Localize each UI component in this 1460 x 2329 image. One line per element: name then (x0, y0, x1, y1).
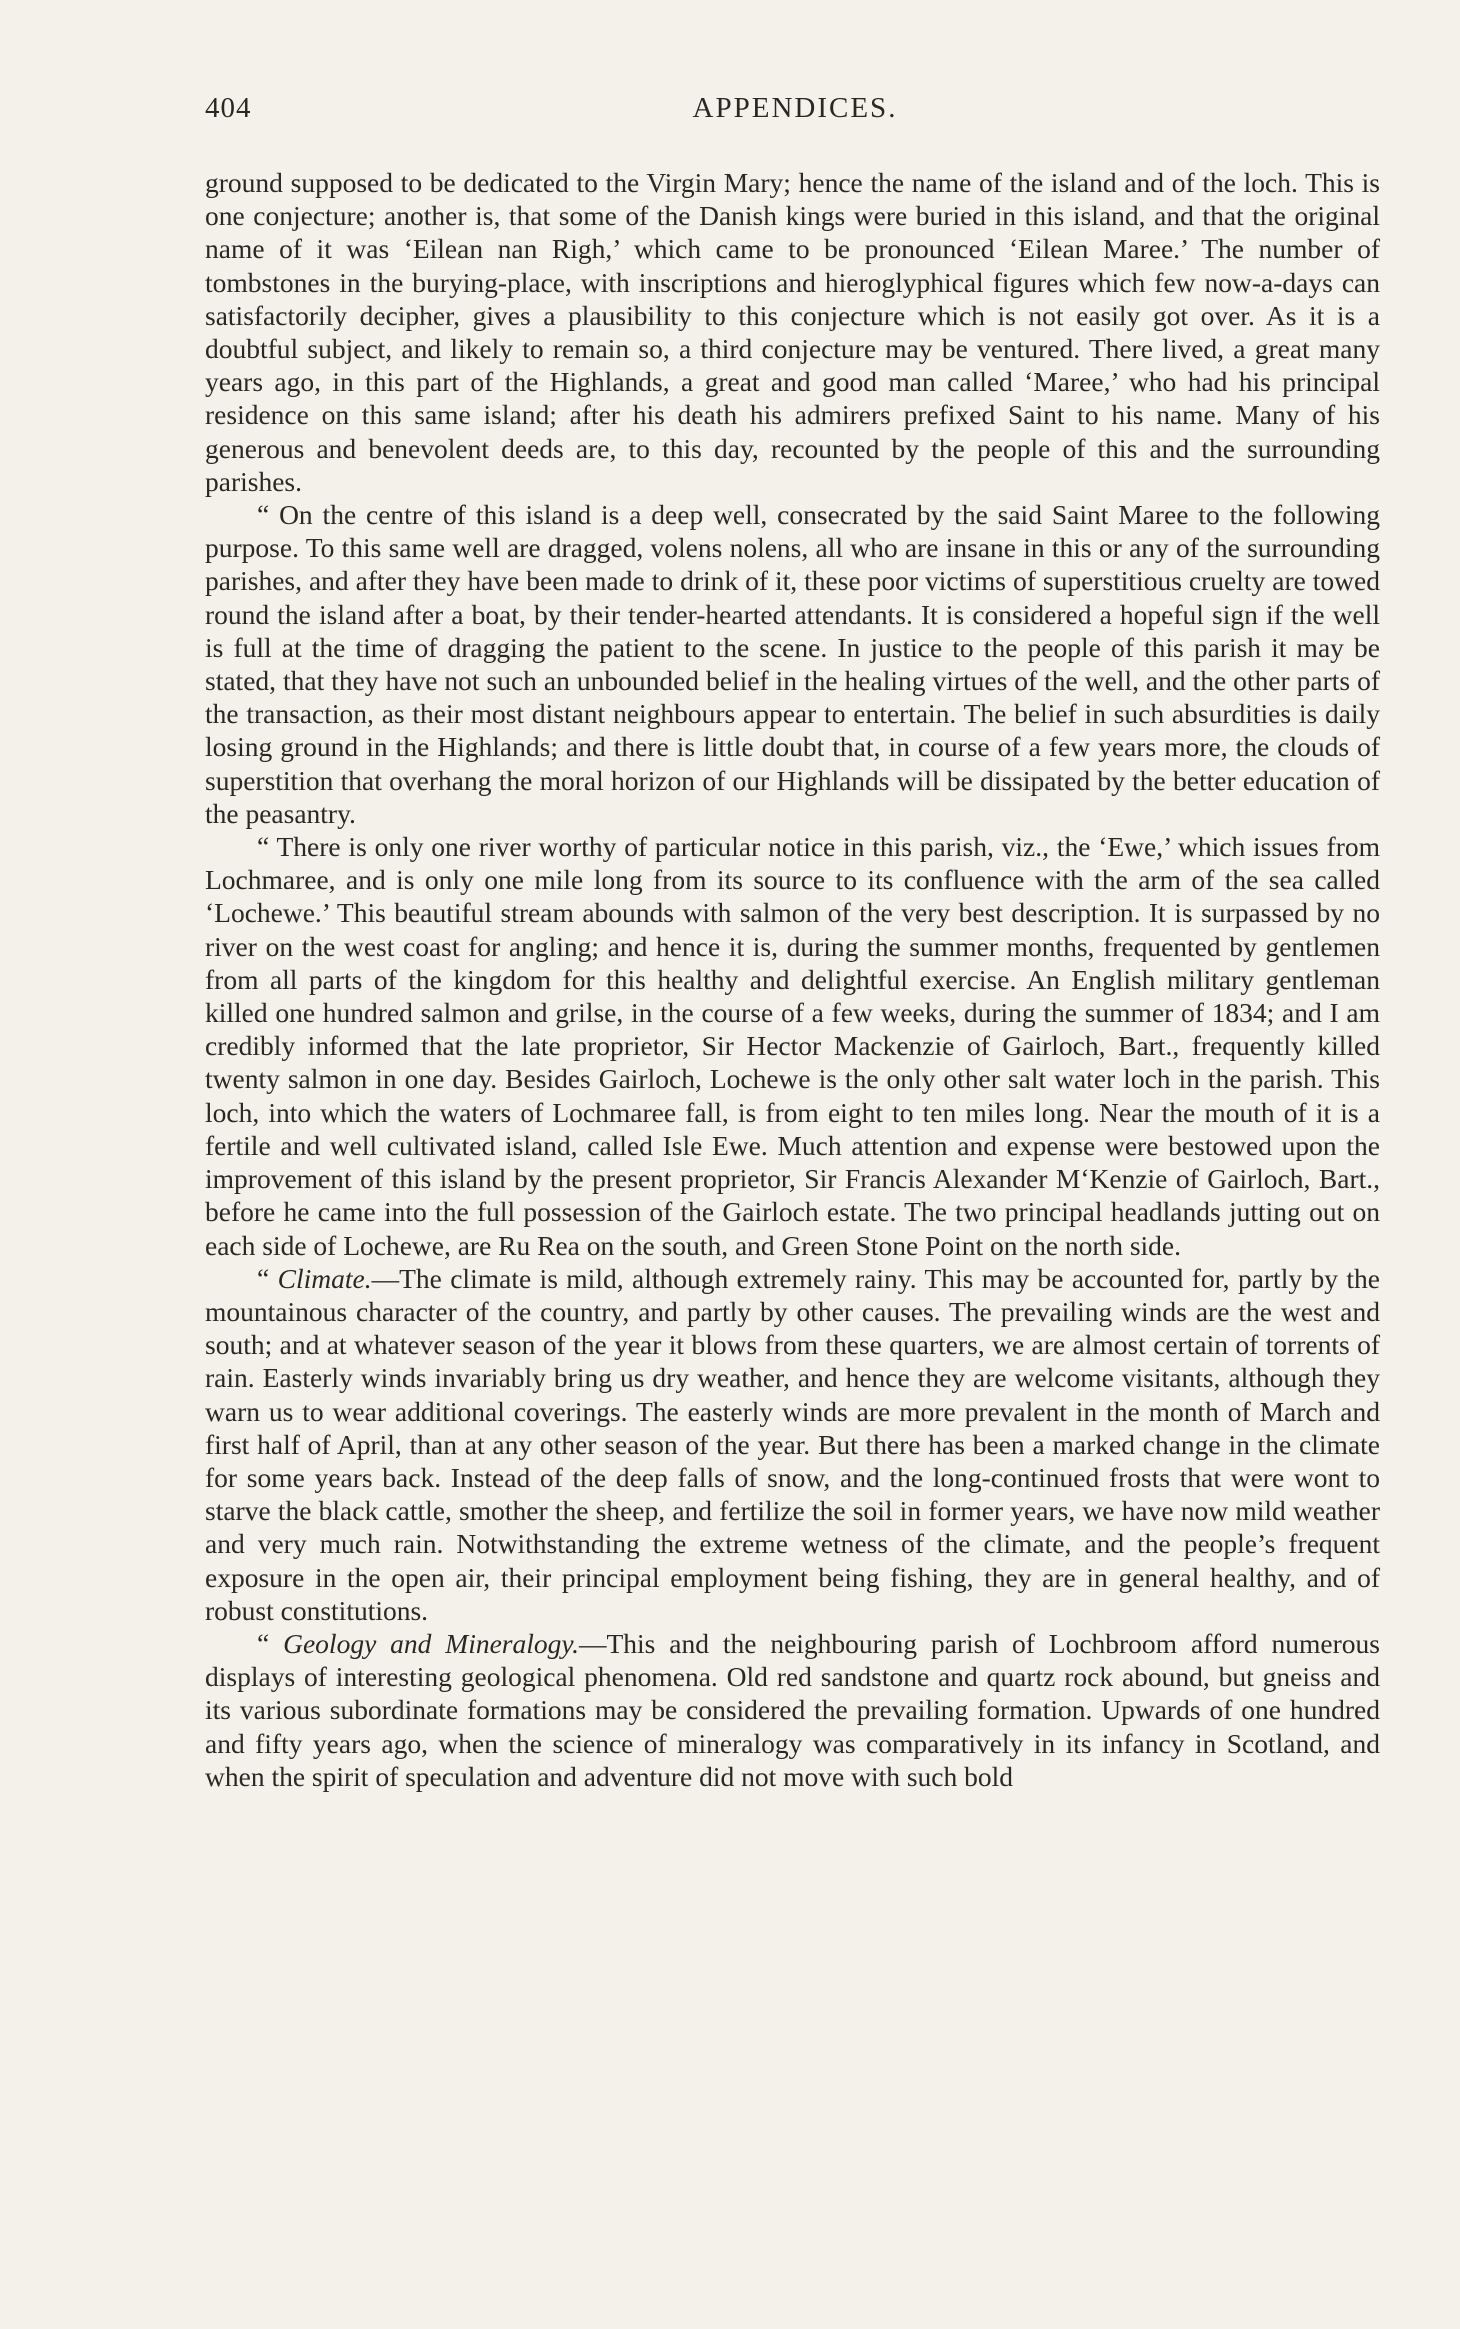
paragraph (205, 1627, 1380, 1793)
page-header (205, 92, 1385, 132)
paragraph (205, 1262, 1380, 1627)
running-head: APPENDICES. (692, 92, 898, 124)
body-text (205, 166, 1380, 1793)
page-number: 404 (205, 92, 252, 124)
open-quote: “ (257, 1262, 278, 1294)
paragraph: “ There is only one river worthy of particular notice in this parish, viz., the ‘Ewe,’ which issues from Lochmaree, and is only one mile long from its source to its confluence with the arm of the sea called ‘Lochewe.’ This beautiful stream abounds with salmon of the very best description. It is surpassed by no river on the west coast for angling; and hence it is, during the summer months, frequented by gentlemen from all parts of the kingdom for this healthy and delightful exercise. An English military gentleman killed one hundred salmon and grilse, in the course of a few weeks, during the summer of 1834; and I am credibly informed that the late proprietor, Sir Hector Mackenzie of Gairloch, Bart., frequently killed twenty salmon in one day. Besides Gairloch, Lochewe is the only other salt water loch in the parish. This loch, into which the waters of Lochmaree fall, is from eight to ten miles long. Near the mouth of it is a fertile and well cultivated island, called Isle Ewe. Much attention and expense were bestowed upon the improvement of this island by the present proprietor, Sir Francis Alexander M‘Kenzie of Gairloch, Bart., before he came into the full possession of the Gairloch estate. The two principal headlands jutting out on each side of Lochewe, are Ru Rea on the south, and Green Stone Point on the north side. (205, 831, 1380, 1261)
section-subhead-climate: Climate. (277, 1262, 372, 1294)
paragraph: ground supposed to be dedicated to the Virgin Mary; hence the name of the island and of the loch. This is one conjecture; another is, that some of the Danish kings were buried in this island, and that the original name of it was ‘Eilean nan Righ,’ which came to be pronounced ‘Eilean Maree.’ The number of tombstones in the burying-place, with inscriptions and hieroglyphical figures which few now-a-days can satisfactorily decipher, gives a plausibility to this conjecture which is not easily got over. As it is a doubtful subject, and likely to remain so, a third conjecture may be ventured. There lived, a great many years ago, in this part of the Highlands, a great and good man called ‘Maree,’ who had his principal residence on this same island; after his death his admirers prefixed Saint to his name. Many of his generous and benevolent deeds are, to this day, recounted by the people of this and the surrounding parishes. (205, 167, 1380, 497)
paragraph-text: —The climate is mild, although extremely rainy. This may be accounted for, partly by the mountainous character of the country, and partly by other causes. The prevailing winds are the west and south; and at whatever season of the year it blows from these quarters, we are almost certain of torrents of rain. Easterly winds invariably bring us dry weather, and hence they are welcome visitants, although they warn us to wear additional coverings. The easterly winds are more prevalent in the month of March and first half of April, than at any other season of the year. But there has been a marked change in the climate for some years back. Instead of the deep falls of snow, and the long-continued frosts that were wont to starve the black cattle, smother the sheep, and fertilize the soil in former years, we have now mild weather and very much rain. Notwithstanding the extreme wetness of the climate, and the people’s frequent exposure in the open air, their principal employment being fishing, they are in general healthy, and of robust constitutions. (205, 1262, 1380, 1626)
paragraph-text: —This and the neighbouring parish of Lochbroom afford numerous displays of interesting geological phenomena. Old red sandstone and quartz rock abound, but gneiss and its various subordinate formations may be considered the prevailing formation. Upwards of one hundred and fifty years ago, when the science of mineralogy was comparatively in its infancy in Scotland, and when the spirit of speculation and adventure did not move with such bold (205, 1627, 1380, 1792)
section-subhead-geology: Geology and Mineralogy. (283, 1627, 579, 1659)
paragraph: “ On the centre of this island is a deep well, consecrated by the said Saint Maree to the following purpose. To this same well are dragged, volens nolens, all who are insane in this or any of the surrounding parishes, and after they have been made to drink of it, these poor victims of superstitious cruelty are towed round the island after a boat, by their tender-hearted attendants. It is considered a hopeful sign if the well is full at the time of dragging the patient to the scene. In justice to the people of this parish it may be stated, that they have not such an unbounded belief in the healing virtues of the well, and the other parts of the transaction, as their most distant neighbours appear to entertain. The belief in such absurdities is daily losing ground in the Highlands; and there is little doubt that, in course of a few years more, the clouds of superstition that overhang the moral horizon of our Highlands will be dissipated by the better education of the peasantry. (205, 499, 1380, 829)
open-quote: “ (257, 1627, 284, 1659)
